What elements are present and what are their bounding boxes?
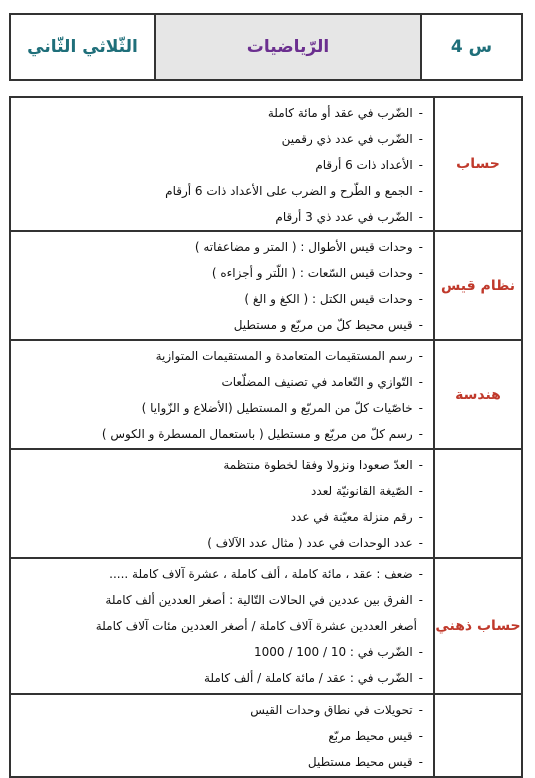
list-item: - وحدات قيس الكتل : ( الكغ و الغ ) [244, 292, 423, 306]
list-item: - الضّرب في عدد ذي رقمين [281, 132, 423, 146]
section-items [11, 450, 435, 557]
list-item: - الضّرب في : عقد / مائة كاملة / ألف كاملة [203, 671, 423, 685]
curriculum-table [9, 96, 523, 778]
section-label: حساب ذهني [435, 618, 521, 634]
section-label [435, 450, 521, 557]
section-items [11, 341, 435, 448]
list-item: - عدد الوحدات في عدد ( مثال عدد الآلاف ) [207, 536, 423, 550]
section-label: هندسة [455, 386, 501, 403]
list-item: - ضعف : عقد ، مائة كاملة ، ألف كاملة ، عشرة آلاف كاملة ..... [109, 567, 423, 581]
list-item: - العدّ صعودا ونزولا وفقا لخطوة منتظمة [223, 458, 423, 472]
term-cell: الثّلاثي الثّاني [11, 15, 156, 79]
section-label: نظام قيس [441, 277, 515, 294]
section-arithmetic [11, 98, 521, 232]
list-item: - تحويلات في نطاق وحدات القيس [250, 703, 423, 717]
section-numbers [11, 450, 521, 559]
subject-cell: الرّياضيات [156, 15, 422, 79]
section-conversions [11, 695, 521, 776]
section-measurement [11, 232, 521, 341]
section-geometry [11, 341, 521, 450]
list-item: - رقم منزلة معيّنة في عدد [290, 510, 423, 524]
list-item: - قيس محيط مربّع [328, 729, 423, 743]
list-item: - الصّيغة القانونيّة لعدد [311, 484, 423, 498]
section-label [435, 695, 521, 776]
list-item: - قيس محيط مستطيل [307, 755, 423, 769]
list-item: أصغر العددين عشرة آلاف كاملة / أصغر العددين مئات آلاف كاملة [95, 619, 417, 633]
list-item: - خاصّيات كلّ من المربّع و المستطيل (الأضلاع و الزّوايا ) [141, 401, 423, 415]
list-item: - رسم كلّ من مربّع و مستطيل ( باستعمال المسطرة و الكوس ) [101, 427, 423, 441]
question-number-cell: س 4 [450, 37, 493, 57]
list-item: - الضّرب في عدد ذي 3 أرقام [275, 210, 423, 224]
list-item: - التّوازي و التّعامد في تصنيف المضلّعات [221, 375, 423, 389]
list-item: - الأعداد ذات 6 أرقام [315, 158, 423, 172]
list-item: - وحدات قيس السّعات : ( اللّتر و أجزاءه ) [211, 266, 423, 280]
section-label: حساب [456, 156, 500, 172]
list-item: - قيس محيط كلّ من مربّع و مستطيل [233, 318, 423, 332]
list-item: - الجمع و الطّرح و الضرب على الأعداد ذات 6 أرقام [165, 184, 423, 198]
section-items [11, 695, 435, 776]
list-item: - الفرق بين عددين في الحالات التّالية : أصغر العددين ألف كاملة [105, 593, 423, 607]
section-mental-math [11, 559, 521, 695]
list-item: - رسم المستقيمات المتعامدة و المستقيمات المتوازية [155, 349, 423, 363]
list-item: - الضّرب في : 10 / 100 / 1000 [254, 645, 423, 659]
header-table [9, 13, 523, 81]
section-items [11, 98, 435, 230]
section-items [11, 232, 435, 339]
section-items [11, 559, 435, 693]
list-item: - وحدات قيس الأطوال : ( المتر و مضاعفاته ) [194, 240, 423, 254]
list-item: - الضّرب في عقد أو مائة كاملة [267, 106, 423, 120]
